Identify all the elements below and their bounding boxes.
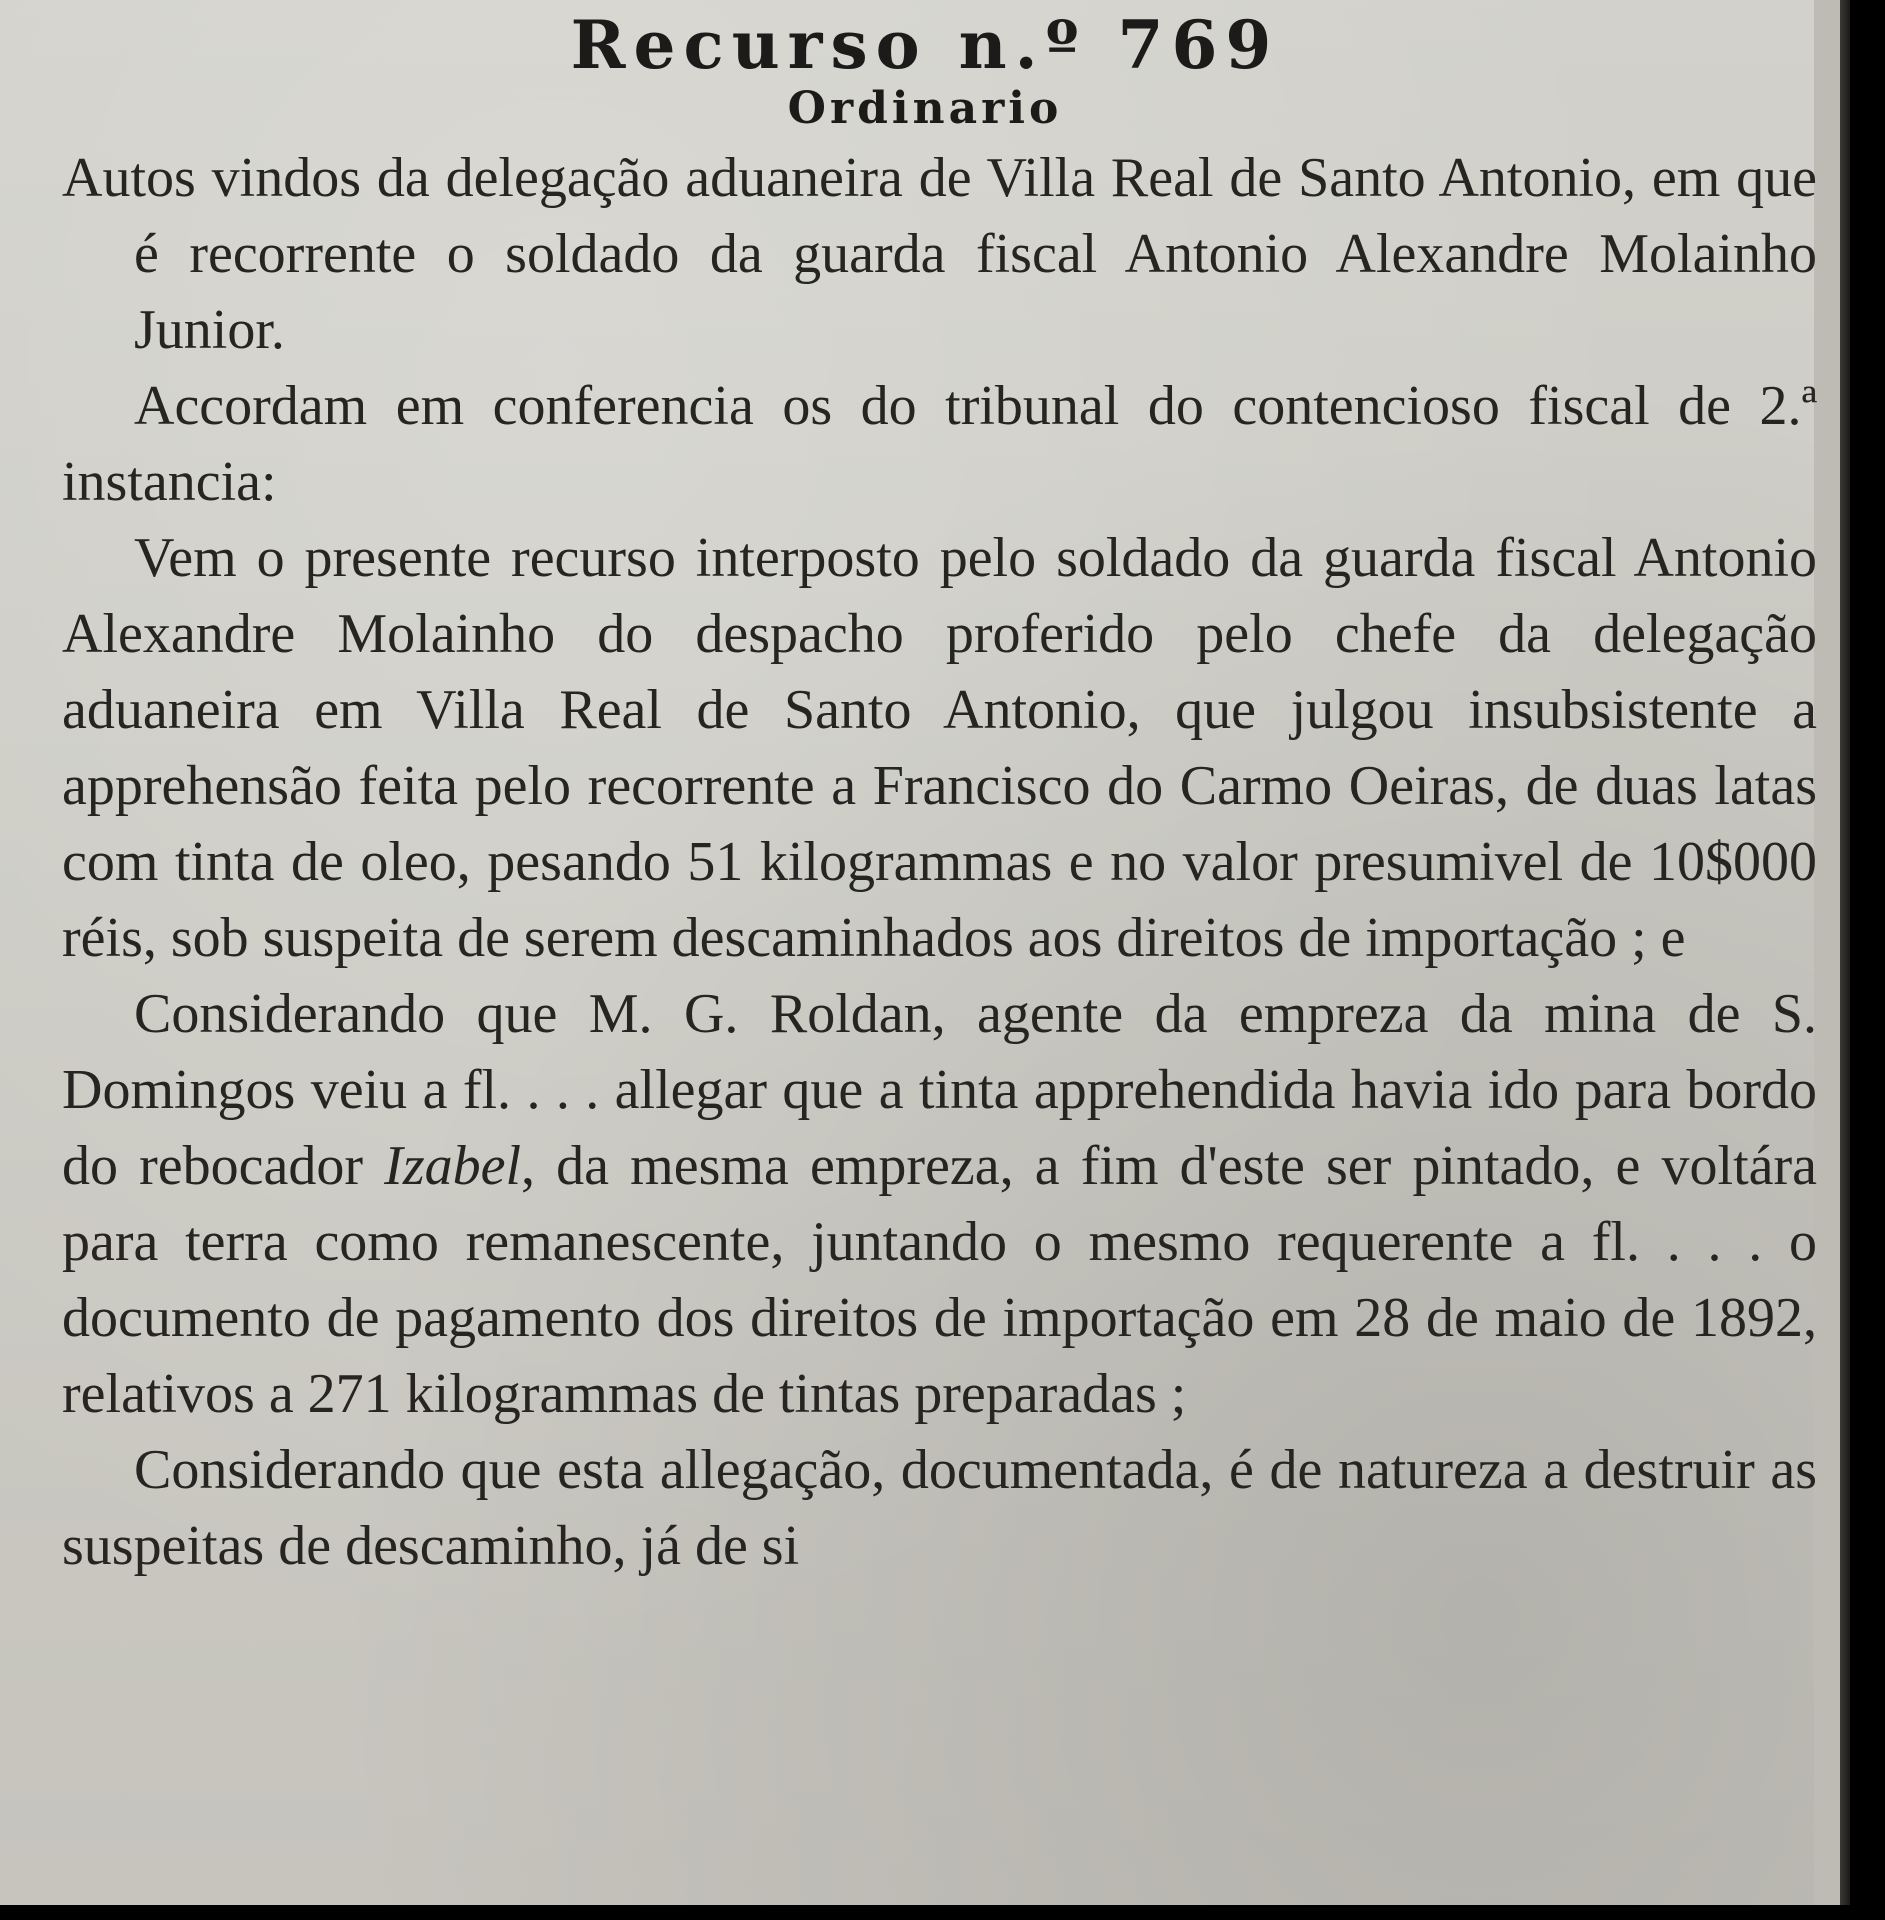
document-body [62,140,1817,1584]
document-subtitle: Ordinario [787,83,1063,134]
ship-name: Izabel [384,1135,522,1197]
considerando-1-end: , da mesma empreza, a fim d'este ser pintado, e voltára para terra como remanescente, juntando o mesmo requerente a fl. . . . o documento de pagamento dos direitos de importação em 28 de maio de 1892, relativos a 271 kilogrammas de tintas preparadas ; [62,1135,1817,1425]
considerando-paragraph-1 [62,976,1817,1432]
page-margin [1814,0,1840,1905]
recurso-paragraph: Vem o presente recurso interposto pelo soldado da guarda fiscal Antonio Alexandre Molainho do despacho proferido pelo chefe da delegação aduaneira em Villa Real de Santo Antonio, que julgou insubsistente a apprehensão feita pelo recorrente a Francisco do Carmo Oeiras, de duas latas com tinta de oleo, pesando 51 kilogrammas e no valor presumivel de 10$000 réis, sob suspeita de serem descaminhados aos direitos de importação ; e [62,527,1817,969]
document-title: Recurso n.º 769 [570,6,1280,84]
considerando-1-start: Considerando que M. G. Roldan, agente da empreza da mina de S. Domingos veiu a fl. . . . allegar que a tinta apprehendida havia ido para bordo do rebocador [62,983,1817,1197]
considerando-paragraph-2: Considerando que esta allegação, documentada, é de natureza a destruir as suspeitas de descaminho, já de si [62,1439,1817,1577]
intro-paragraph: Autos vindos da delegação aduaneira de Villa Real de Santo Antonio, em que é recorrente o soldado da guarda fiscal Antonio Alexandre Molainho Junior. [62,147,1817,361]
column-rule [1840,0,1850,1905]
accordam-paragraph: Accordam em conferencia os do tribunal do contencioso fiscal de 2.ª instancia: [62,375,1817,513]
